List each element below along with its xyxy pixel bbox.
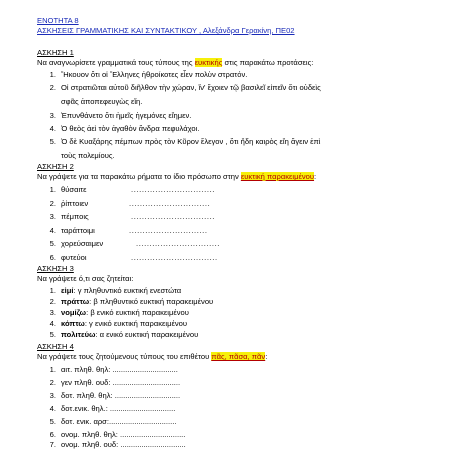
unit-title: ΕΝΟΤΗΤΑ 8: [37, 16, 79, 25]
exercise-4-title: ΑΣΚΗΣΗ 4: [37, 342, 74, 351]
document-subtitle: ΑΣΚΗΣΕΙΣ ΓΡΑΜΜΑΤΙΚΗΣ ΚΑΙ ΣΥΝΤΑΚΤΙΚΟΥ , Αλεξάνδρα Γερακίνη, ΠΕ02: [37, 26, 295, 35]
exercise-4-instructions: Να γράψετε τους ζητούμενους τύπους του επιθέτου πᾶς, πᾶσα, πᾶν:: [37, 352, 268, 361]
exercise-1-instructions: Να αναγνωρίσετε γραμματικά τους τύπους της ευκτικής στις παρακάτω προτάσεις:: [37, 58, 314, 67]
exercise-1-title: ΑΣΚΗΣΗ 1: [37, 48, 74, 57]
exercise-3-title: ΑΣΚΗΣΗ 3: [37, 264, 74, 273]
highlight-adjective: πᾶς, πᾶσα, πᾶν: [211, 352, 266, 361]
document-page: ΕΝΟΤΗΤΑ 8 ΑΣΚΗΣΕΙΣ ΓΡΑΜΜΑΤΙΚΗΣ ΚΑΙ ΣΥΝΤΑΚΤΙΚΟΥ , Αλεξάνδρα Γερακίνη, ΠΕ02 ΑΣΚΗΣΗ 1 Να αναγνωρίσετε γραμματικά τους τύπους της ευκτικής στις παρακάτω προτάσεις: 1. Ἤκουον ὅτι οἱ Ἕλληνες ἠθροίκοτες εἶεν πολὺν στρατόν. 2. Οἱ στρατιῶται αὐτοῦ διῆλθον τὴν χώραν, ἵν' ἔχοιεν τῷ βασιλεῖ εἰπεῖν ὅτι οὐδεὶς σφᾶς ἀποπεφευγὼς εἴη. 3. Ἐπυνθάνετο ὅτι ἡμεῖς ἡγεμόνες εἴημεν. 4. Ὁ θεὸς ἀεὶ τὸν ἀγαθὸν ἄνδρα πεφυλάχοι. 5. Ὁ δὲ Κυαξάρης πέμπων πρὸς τὸν Κῦρον ἔλεγον , ὅτι ἤδη καιρὸς εἴη ἄγειν ἐπὶ τοὺς πολεμίους. ΑΣΚΗΣΗ 2 Να γράψετε για τα παρακάτω ρήματα το ίδιο πρόσωπο στην ευκτική παρακειμένου: 1. θύσαιτε ............................... 2. ῥίπτοιεν .............................. 3. πέμποις ............................... 4. ταράττοιμι ............................. 5. χορεύσαιμεν ............................... 6. φυτεύοι ................................ ΑΣΚΗΣΗ 3 Να γράψετε ό,τι σας ζητείται: 1. εἰμί: γ πληθυντικό ευκτική ενεστώτα 2. πράττω: β πληθυντικό ευκτική παρακειμένου 3. νομίζω: β ενικό ευκτική παρακειμένου 4. κόπτω: γ ενικό ευκτική παρακειμένου 5. πολιτεύω: α ενικό ευκτική παρακειμένου ΑΣΚΗΣΗ 4 Να γράψετε τους ζητούμενους τύπους του επιθέτου πᾶς, πᾶσα, πᾶν: 1. αιτ. πληθ. θηλ: ............................... 2. γεν πληθ. ουδ: ................................ 3. δοτ. πληθ. θηλ: ............................... 4. δοτ.ενικ. θηλ.: ............................... 5. δοτ. ενικ. αρσ:................................ 6. ονομ. πληθ. θηλ: ............................... 7. ονομ. πληθ. ουδ: ...............................: [37, 16, 321, 449]
highlight-perfect-optative: ευκτική παρακειμένου: [240, 172, 315, 181]
exercise-2-title: ΑΣΚΗΣΗ 2: [37, 162, 74, 171]
highlight-optative: ευκτικής: [194, 58, 223, 67]
exercise-3-instructions: Να γράψετε ό,τι σας ζητείται:: [37, 274, 134, 283]
exercise-2-instructions: Να γράψετε για τα παρακάτω ρήματα το ίδιο πρόσωπο στην ευκτική παρακειμένου:: [37, 172, 317, 181]
